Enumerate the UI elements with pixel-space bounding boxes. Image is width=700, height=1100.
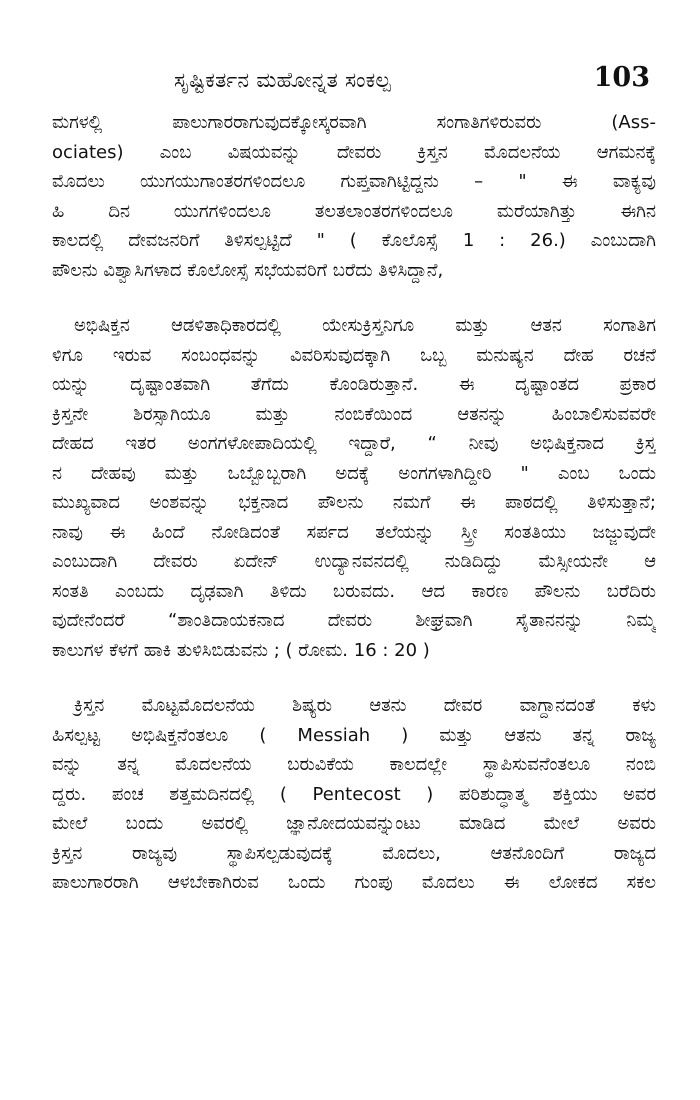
text-line: ಮಗಳಲ್ಲಿ ಪಾಲುಗಾರರಾಗುವುದಕ್ಕೋಸ್ಕರವಾಗಿ ಸಂಗಾತಿಗಳಿರುವರು (Ass- [52, 112, 656, 133]
text-line: ಸಂತತಿ ಎಂಬದು ದೃಢವಾಗಿ ತಿಳಿದು ಬರುವದು. ಆದ ಕಾರಣ ಪೌಲನು ಬರೆದಿರು [52, 580, 656, 602]
text-line: ವುದೇನೆಂದರೆ “ಶಾಂತಿದಾಯಕನಾದ ದೇವರು ಶೀಘ್ರವಾಗಿ ಸೈತಾನನನ್ನು ನಿಮ್ಮ [52, 610, 656, 631]
text-line: ಕಾಲದಲ್ಲಿ ದೇವಜನರಿಗೆ ತಿಳಿಸಲ್ಪಟ್ಟಿದೆ " ( ಕೊಲೊಸ್ಸೆ 1 : 26.) ಎಂಬುದಾಗಿ [52, 230, 656, 251]
text-line: ಮೇಲೆ ಬಂದು ಅವರಲ್ಲಿ ಜ್ಞಾನೋದಯವನ್ನುಂಟು ಮಾಡಿದ ಮೇಲೆ ಅವರು [52, 813, 656, 834]
text-line: ನಾವು ಈ ಹಿಂದೆ ನೋಡಿದಂತೆ ಸರ್ಪದ ತಲೆಯನ್ನು ಸ್ತ್ರೀ ಸಂತತಿಯು ಜಜ್ಜುವುದೇ [52, 521, 656, 543]
text-line: ಕ್ರಿಸ್ತನ ರಾಜ್ಯವು ಸ್ಥಾಪಿಸಲ್ಪಡುವುದಕ್ಕೆ ಮೊದಲು, ಆತನೊಂದಿಗೆ ರಾಜ್ಯದ [52, 842, 656, 864]
text-line: ಹಿ ದಿನ ಯುಗಗಳಿಂದಲೂ ತಲತಲಾಂತರಗಳಿಂದಲೂ ಮರೆಯಾಗಿತ್ತು ಈಗಿನ [52, 200, 656, 222]
paragraph-2 [52, 311, 656, 665]
paragraph-3 [52, 691, 656, 898]
text-line: ಯನ್ನು ದೃಷ್ಟಾಂತವಾಗಿ ತೆಗೆದು ಕೊಂಡಿರುತ್ತಾನೆ. ಈ ದೃಷ್ಟಾಂತದ ಪ್ರಕಾರ [52, 374, 656, 395]
text-line: ಕ್ರಿಸ್ತನೇ ಶಿರಸ್ಸಾಗಿಯೂ ಮತ್ತು ನಂಬಿಕೆಯಿಂದ ಆತನನ್ನು ಹಿಂಬಾಲಿಸುವವರೇ [52, 403, 656, 425]
text-line: ಕಾಲುಗಳ ಕೆಳಗೆ ಹಾಕಿ ತುಳಿಸಿಬಿಡುವನು ; ( ರೋಮ. 16 : 20 ) [52, 639, 430, 661]
paragraph-1 [52, 108, 656, 285]
text-line: ದೇಹದ ಇತರ ಅಂಗಗಳೋಪಾದಿಯಲ್ಲಿ ಇದ್ದಾರೆ, “ ನೀವು ಅಭಿಷಿಕ್ತನಾದ ಕ್ರಿಸ್ತ [52, 433, 656, 454]
text-line: ಕ್ರಿಸ್ತನ ಮೊಟ್ಟಮೊದಲನೆಯ ಶಿಷ್ಯರು ಆತನು ದೇವರ ವಾಗ್ದಾನದಂತೆ ಕಳು [74, 695, 656, 716]
text-line: ಹಿಸಲ್ಪಟ್ಟ ಅಭಿಷಿಕ್ತನೆಂತಲೂ ( Messiah ) ಮತ್ತು ಆತನು ತನ್ನ ರಾಜ್ಯ [52, 724, 656, 746]
text-line: ಅಭಿಷಿಕ್ತನ ಆಡಳಿತಾಧಿಕಾರದಲ್ಲಿ ಯೇಸುಕ್ರಿಸ್ತನಿಗೂ ಮತ್ತು ಆತನ ಸಂಗಾತಿಗ [74, 315, 656, 336]
text-line: ಎಂಬುದಾಗಿ ದೇವರು ಏದೇನ್ ಉದ್ಯಾನವನದಲ್ಲಿ ನುಡಿದಿದ್ದು ಮೆಸ್ಸೀಯನೇ ಆ [52, 551, 656, 572]
text-line: ನ ದೇಹವು ಮತ್ತು ಒಬ್ಬೊಬ್ಬರಾಗಿ ಅದಕ್ಕೆ ಅಂಗಗಳಾಗಿದ್ದೀರಿ " ಎಂಬ ಒಂದು [52, 462, 656, 484]
text-line: ociates) ಎಂಬ ವಿಷಯವನ್ನು ದೇವರು ಕ್ರಿಸ್ತನ ಮೊದಲನೆಯ ಆಗಮನಕ್ಕೆ [52, 141, 656, 163]
text-line: ಮುಖ್ಯವಾದ ಅಂಶವನ್ನು ಭಕ್ತನಾದ ಪೌಲನು ನಮಗೆ ಈ ಪಾಠದಲ್ಲಿ ತಿಳಿಸುತ್ತಾನೆ; [52, 492, 656, 513]
text-line: ಪಾಲುಗಾರರಾಗಿ ಆಳಬೇಕಾಗಿರುವ ಒಂದು ಗುಂಪು ಮೊದಲು ಈ ಲೋಕದ ಸಕಲ [52, 872, 656, 893]
text-line: ಮೊದಲು ಯುಗಯುಗಾಂತರಗಳಿಂದಲೂ ಗುಪ್ತವಾಗಿಟ್ಟಿದ್ದನು – " ಈ ವಾಕ್ಯವು [52, 171, 656, 192]
text-line: ಪೌಲನು ವಿಶ್ವಾಸಿಗಳಾದ ಕೊಲೋಸ್ಸೆ ಸಭೆಯವರಿಗೆ ಬರೆದು ತಿಳಿಸಿದ್ದಾನೆ, [52, 259, 444, 281]
text-line: ದ್ದರು. ಪಂಚ ಶತ್ತಮದಿನದಲ್ಲಿ ( Pentecost ) ಪರಿಶುದ್ಧಾತ್ಮ ಶಕ್ತಿಯು ಅವರ [52, 783, 656, 805]
running-title: ಸೃಷ್ಟಿಕರ್ತನ ಮಹೋನ್ನತ ಸಂಕಲ್ಪ [174, 68, 392, 92]
text-line: ಳಿಗೂ ಇರುವ ಸಂಬಂಧವನ್ನು ವಿವರಿಸುವುದಕ್ಕಾಗಿ ಒಬ್ಬ ಮನುಷ್ಯನ ದೇಹ ರಚನೆ [52, 344, 656, 366]
page-number: 103 [593, 62, 650, 93]
page-header [52, 62, 656, 108]
text-line: ವನ್ನು ತನ್ನ ಮೊದಲನೆಯ ಬರುವಿಕೆಯ ಕಾಲದಲ್ಲೇ ಸ್ಥಾಪಿಸುವನೆಂತಲೂ ನಂಬಿ [52, 754, 656, 775]
